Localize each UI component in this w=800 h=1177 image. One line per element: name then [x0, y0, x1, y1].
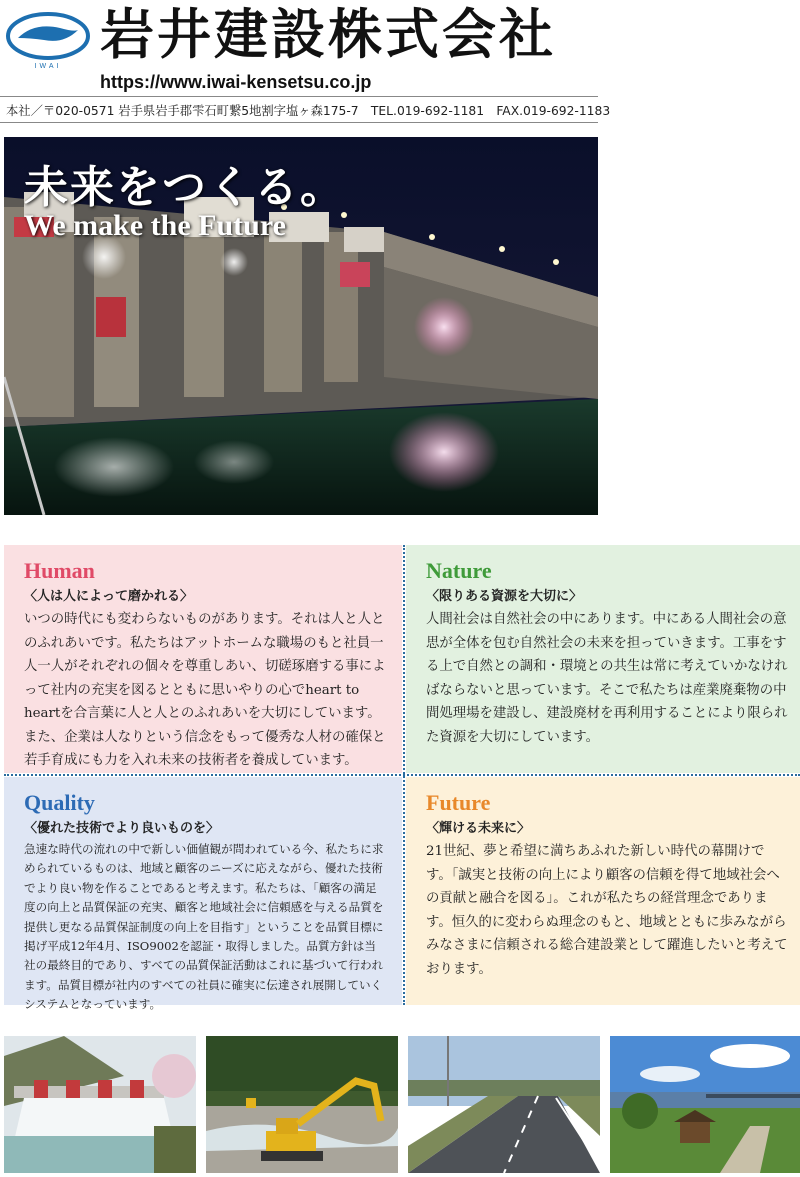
website-url[interactable]: https://www.iwai-kensetsu.co.jp [100, 72, 372, 92]
header-rule [0, 96, 598, 97]
section-heading: Nature [426, 558, 492, 583]
section-body: 急速な時代の流れの中で新しい価値観が問われている今、私たちに求められているものは、地域と顧客のニーズに応えながら、優れた技術でより良い物を作ることであると考えます。私たちは、「顧客の満足度の向上と品質保証の充実、顧客と地域社会に信頼感を与える品質を提供し更なる品質保証制度の向上を目指す」ということを品質目標に掲げ平成12年4月、ISO9002を認証・取得しました。品質方針は当社の最終目的であり、すべての品質保証活動はこれに基づいて行われます。品質目標が社内のすべての社員に確実に伝達され展開していくシステムとなっています。 [24, 842, 384, 1012]
company-address: 本社／〒020-0571 岩手県岩手郡雫石町繋5地割字塩ヶ森175-7 TEL.019-692-1181 FAX.019-692-1183 [6, 104, 611, 118]
section-future [406, 777, 800, 1005]
section-quality [4, 777, 402, 1012]
company-logo [4, 8, 92, 72]
hero-title: 未来をつくる。 [24, 162, 346, 213]
section-heading: Quality [24, 790, 95, 815]
section-nature [406, 545, 800, 773]
section-heading: Future [426, 790, 491, 815]
photo-strip [4, 1036, 800, 1174]
section-lead: 〈人は人によって磨かれる〉 [24, 589, 194, 604]
horizontal-divider [4, 774, 800, 776]
excavator-photo [206, 1036, 398, 1173]
lakeside-park-photo [610, 1036, 800, 1173]
section-body: 21世紀、夢と希望に満ちあふれた新しい時代の幕開けです。「誠実と技術の向上により顧客の信頼を得て地域社会への貢献と融合を図る」。これが私たちの経営理念であります。恒久的に変わらぬ理念のもと、地域とともに歩みながらみなさまに信頼される総合建設業として躍進したいと考えております。 [426, 844, 788, 977]
section-body: いつの時代にも変わらないものがあります。それは人と人とのふれあいです。私たちはアットホームな職場のもと社員一人一人がそれぞれの個々を尊重しあい、切磋琢磨する事によって社内の充実を図るとともに思いやりの心でheart to heartを合言葉に人と人とのふれあいを大切にしています。また、企業は人なりという信念をもって優秀な人材の確保と若手育成にも力を入れ未来の技術者を養成しています。 [24, 612, 386, 768]
dam-spillway-photo [4, 1036, 196, 1173]
logo-text: IWAI [34, 63, 62, 70]
section-human [4, 545, 402, 773]
page-header [0, 0, 800, 125]
hero-subtitle: We make the Future [24, 209, 286, 242]
hero-dam-photo [4, 137, 598, 515]
company-name: 岩井建設株式会社 [100, 3, 556, 66]
address-rule [0, 122, 598, 123]
section-lead: 〈限りある資源を大切に〉 [426, 589, 583, 604]
section-body: 人間社会は自然社会の中にあります。中にある人間社会の意思が全体を包む自然社会の未来を担っていきます。工事をする上で自然との調和・環境との共生は常に考えていかなければならないと思っています。そこで私たちは産業廃棄物の中間処理場を建設し、建設廃材を再利用することにより限られた資源を大切にしています。 [426, 612, 788, 745]
section-lead: 〈輝ける未来に〉 [426, 821, 531, 836]
road-photo [408, 1036, 600, 1173]
section-heading: Human [24, 558, 95, 583]
section-lead: 〈優れた技術でより良いものを〉 [24, 821, 220, 836]
